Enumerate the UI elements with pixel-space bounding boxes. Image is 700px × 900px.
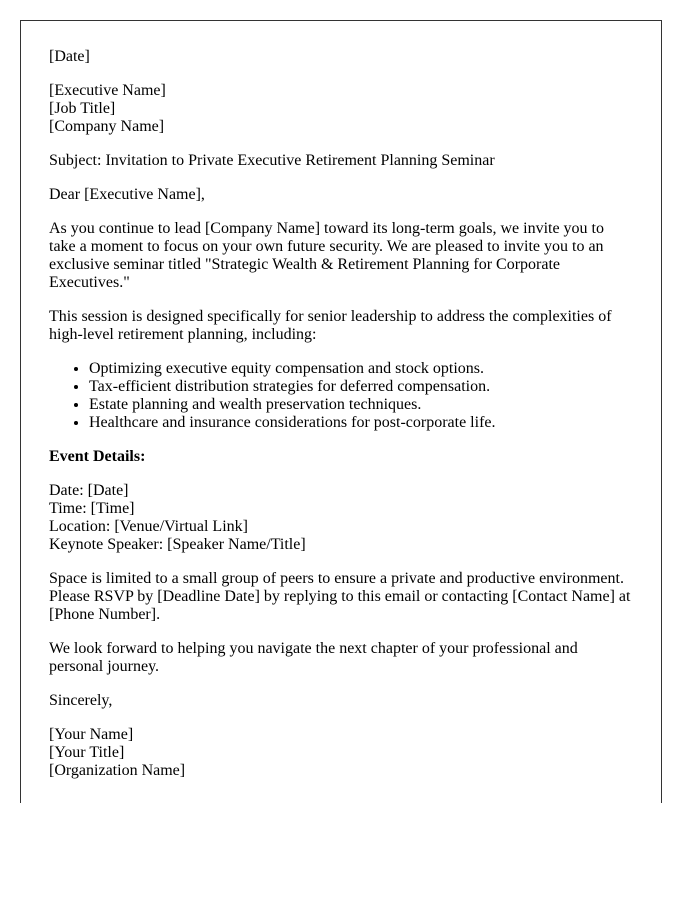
- signature-title: [Your Title]: [49, 744, 125, 761]
- recipient-name: [Executive Name]: [49, 82, 166, 99]
- closing-paragraph: We look forward to helping you navigate the next chapter of your professional and personal journey.: [49, 640, 578, 675]
- topic-item: • Healthcare and insurance considerations for post-corporate life.: [89, 414, 633, 432]
- topic-item: • Estate planning and wealth preservation techniques.: [89, 396, 633, 414]
- signature-organization: [Organization Name]: [49, 762, 186, 779]
- recipient-job-title: [Job Title]: [49, 100, 116, 117]
- salutation: Dear [Executive Name],: [49, 186, 205, 203]
- topics-list: [49, 360, 633, 432]
- intro-paragraph: As you continue to lead [Company Name] toward its long-term goals, we invite you to take a moment to focus on your own future security. We are pleased to invite you to an exclusive seminar titled "Strategic Wealth & Retirement Planning for Corporate Executives.": [49, 220, 604, 291]
- rsvp-paragraph: Space is limited to a small group of peers to ensure a private and productive environment. Please RSVP by [Deadline Date] by replying to this email or contacting [Contact Name] at [Phone Number].: [49, 570, 631, 623]
- subject-line: Subject: Invitation to Private Executive Retirement Planning Seminar: [49, 152, 495, 169]
- valediction: Sincerely,: [49, 692, 113, 709]
- event-date: Date: [Date]: [49, 482, 129, 499]
- signature-name: [Your Name]: [49, 726, 134, 743]
- session-paragraph: This session is designed specifically for senior leadership to address the complexities of high-level retirement planning, including:: [49, 308, 612, 343]
- topic-item: • Optimizing executive equity compensation and stock options.: [89, 360, 633, 378]
- recipient-block: [49, 82, 633, 136]
- event-location: Location: [Venue/Virtual Link]: [49, 518, 248, 535]
- recipient-company: [Company Name]: [49, 118, 165, 135]
- event-details-heading: Event Details:: [49, 448, 146, 465]
- letter-date: [Date]: [49, 48, 90, 65]
- signature-block: [49, 726, 633, 780]
- event-details-block: [49, 482, 633, 554]
- event-keynote-speaker: Keynote Speaker: [Speaker Name/Title]: [49, 536, 306, 553]
- topic-item: • Tax-efficient distribution strategies for deferred compensation.: [89, 378, 633, 396]
- event-time: Time: [Time]: [49, 500, 135, 517]
- letter-page: [20, 20, 662, 803]
